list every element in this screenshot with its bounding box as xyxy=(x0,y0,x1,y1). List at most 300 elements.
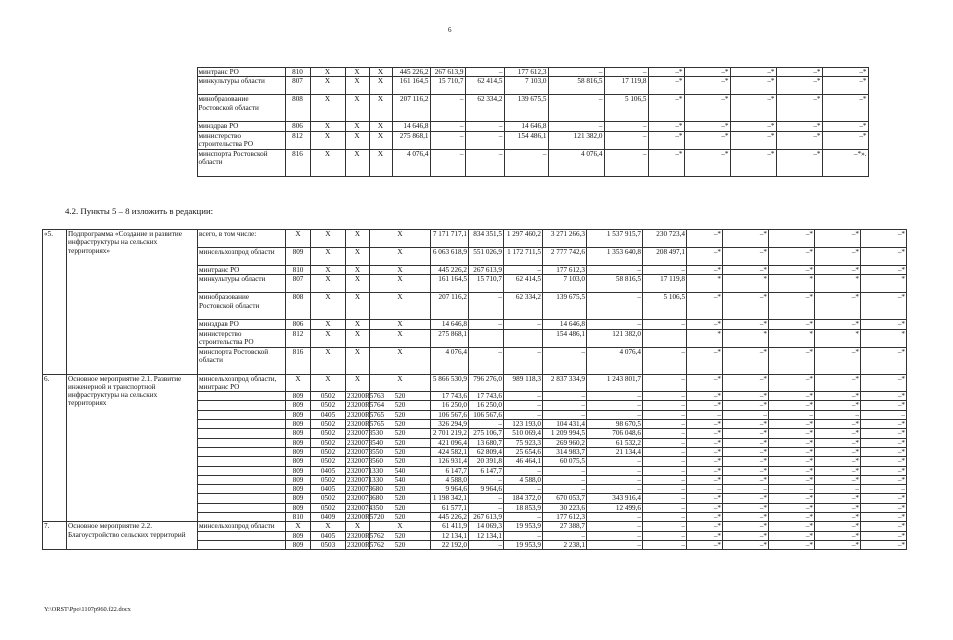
value-cell: 2320073560 xyxy=(347,457,383,466)
executor-cell xyxy=(198,540,286,549)
value-cell: 4 588,0 xyxy=(504,475,543,484)
empty-cell xyxy=(66,131,197,149)
value-cell: –* xyxy=(687,466,723,475)
value-cell: X xyxy=(311,275,346,293)
value-cell: 0502 xyxy=(311,401,346,410)
value-cell: – xyxy=(543,401,587,410)
executor-cell xyxy=(198,410,286,419)
value-cell: –* xyxy=(815,447,861,456)
value-cell: X xyxy=(370,329,431,347)
executor-cell xyxy=(198,494,286,503)
value-cell: X xyxy=(370,266,431,275)
value-cell: –* xyxy=(687,447,723,456)
executor-cell: минобразование Ростовской области xyxy=(198,293,286,320)
value-cell: 5 106,5 xyxy=(604,95,648,122)
value-cell: X xyxy=(369,131,392,149)
value-cell: – xyxy=(543,475,587,484)
program-name-cell: Основное мероприятие 2.1. Развитие инженерной и транспортной инфраструктуры на сельских территориях xyxy=(67,374,198,522)
value-cell: * xyxy=(861,275,907,293)
value-cell: X xyxy=(346,374,370,392)
value-cell: X xyxy=(311,266,346,275)
value-cell: 6 147,7 xyxy=(469,466,504,475)
value-cell: –* xyxy=(769,494,815,503)
value-cell: – xyxy=(469,293,504,320)
value-cell: – xyxy=(587,475,643,484)
value-cell: – xyxy=(643,513,687,522)
value-cell: X xyxy=(346,230,370,248)
value-cell: – xyxy=(643,540,687,549)
value-cell: –* xyxy=(723,347,769,374)
value-cell: – xyxy=(430,149,465,176)
value-cell: – xyxy=(643,503,687,512)
value-cell: X xyxy=(311,329,346,347)
value-cell: 2 777 742,6 xyxy=(543,248,587,266)
value-cell: – xyxy=(469,320,504,329)
value-cell: X xyxy=(369,68,392,77)
value-cell: –* xyxy=(861,347,907,374)
value-cell: 3 271 266,3 xyxy=(543,230,587,248)
value-cell: –* xyxy=(687,320,723,329)
value-cell: 9 964,6 xyxy=(431,485,469,494)
value-cell: X xyxy=(346,248,370,266)
value-cell: * xyxy=(687,329,723,347)
empty-cell xyxy=(66,77,197,95)
empty-cell xyxy=(42,68,66,77)
value-cell: –* xyxy=(815,457,861,466)
value-cell: – xyxy=(469,475,504,484)
value-cell: 177 612,3 xyxy=(504,68,548,77)
value-cell: 809 xyxy=(286,540,311,549)
value-cell: 809 xyxy=(286,438,311,447)
top-table-row xyxy=(42,131,914,149)
value-cell: X xyxy=(311,374,346,392)
value-cell: 4 076,4 xyxy=(431,347,469,374)
value-cell: –* xyxy=(815,429,861,438)
value-cell: –* xyxy=(861,420,907,429)
value-cell: 62 809,4 xyxy=(469,447,504,456)
value-cell: 17 743,6 xyxy=(469,392,504,401)
value-cell: –* xyxy=(815,466,861,475)
value-cell: –* xyxy=(723,266,769,275)
value-cell: –* xyxy=(769,466,815,475)
value-cell: 58 816,5 xyxy=(587,275,643,293)
value-cell: 62 414,5 xyxy=(504,275,543,293)
value-cell: – xyxy=(548,95,604,122)
value-cell: 520 xyxy=(370,503,431,512)
value-cell: – xyxy=(643,466,687,475)
value-cell: 23200R5720 xyxy=(347,513,385,522)
value-cell xyxy=(469,329,504,347)
value-cell: 2320073680 xyxy=(347,485,383,494)
value-cell: 208 497,1 xyxy=(643,248,687,266)
value-cell: –* xyxy=(776,77,822,95)
value-cell: 314 983,7 xyxy=(543,447,587,456)
value-cell: 126 931,4 xyxy=(431,457,469,466)
value-cell: 27 388,7 xyxy=(543,522,587,531)
value-cell: 7 103,0 xyxy=(504,77,548,95)
value-cell: 23200R5763 xyxy=(347,392,385,401)
value-cell: 520 xyxy=(370,429,431,438)
value-cell: X xyxy=(369,95,392,122)
value-cell: –* xyxy=(769,522,815,531)
empty-cell xyxy=(42,77,66,95)
value-cell: –* xyxy=(861,531,907,540)
value-cell: –* xyxy=(648,68,684,77)
value-cell: 520 xyxy=(370,485,431,494)
value-cell: X xyxy=(345,77,369,95)
value-cell: – xyxy=(504,513,543,522)
value-cell: 2320073540 xyxy=(347,438,383,447)
value-cell: – xyxy=(643,374,687,392)
value-cell: 520 xyxy=(370,438,431,447)
value-cell: –* xyxy=(687,540,723,549)
value-cell: – xyxy=(643,522,687,531)
value-cell: –* xyxy=(723,531,769,540)
value-cell: –* xyxy=(687,392,723,401)
value-cell: –* xyxy=(723,447,769,456)
value-cell: 0503 xyxy=(311,540,346,549)
item-number-cell: «5. xyxy=(43,230,67,375)
value-cell: –* xyxy=(687,503,723,512)
value-cell: –* xyxy=(687,438,723,447)
value-cell: –* xyxy=(815,503,861,512)
value-cell: X xyxy=(370,293,431,320)
value-cell: –* xyxy=(684,68,730,77)
value-cell: 810 xyxy=(286,513,311,522)
empty-cell xyxy=(42,95,66,122)
value-cell: – xyxy=(543,392,587,401)
value-cell: 12 134,1 xyxy=(431,531,469,540)
value-cell: 2320073530 xyxy=(347,429,383,438)
value-cell: 806 xyxy=(286,320,311,329)
executor-cell: министерство строительства РО xyxy=(197,131,285,149)
value-cell: 809 xyxy=(286,410,311,419)
value-cell: –* xyxy=(861,401,907,410)
value-cell: 551 026,9 xyxy=(469,248,504,266)
value-cell: – xyxy=(504,466,543,475)
executor-cell: минтранс РО xyxy=(198,266,286,275)
value-cell: 30 223,6 xyxy=(543,503,587,512)
value-cell: 520 xyxy=(370,392,431,401)
value-cell: 421 096,4 xyxy=(431,438,469,447)
executor-cell: минсельхозпрод области, минтранс РО xyxy=(198,374,286,392)
value-cell: –* xyxy=(861,503,907,512)
value-cell: –* xyxy=(815,320,861,329)
value-cell: 812 xyxy=(285,131,310,149)
value-cell: 61 532,2 xyxy=(587,438,643,447)
executor-cell xyxy=(198,513,286,522)
value-cell: – xyxy=(587,392,643,401)
value-cell: –* xyxy=(822,68,868,77)
value-cell: –* xyxy=(687,475,723,484)
value-cell: 17 119,8 xyxy=(604,77,648,95)
value-cell: 834 351,5 xyxy=(469,230,504,248)
value-cell: 5 866 530,9 xyxy=(431,374,469,392)
value-cell: –* xyxy=(723,438,769,447)
executor-cell xyxy=(198,392,286,401)
value-cell: –* xyxy=(723,230,769,248)
value-cell: –* xyxy=(769,320,815,329)
value-cell: –* xyxy=(687,420,723,429)
value-cell: –* xyxy=(769,266,815,275)
empty-cell xyxy=(42,149,66,176)
value-cell: – xyxy=(687,410,723,419)
executor-cell: всего, в том числе: xyxy=(198,230,286,248)
value-cell: * xyxy=(769,275,815,293)
value-cell: 0405 xyxy=(311,466,346,475)
value-cell: – xyxy=(643,410,687,419)
value-cell: X xyxy=(311,230,346,248)
value-cell: 989 118,3 xyxy=(504,374,543,392)
executor-cell xyxy=(198,420,286,429)
value-cell: –* xyxy=(815,392,861,401)
value-cell: – xyxy=(469,420,504,429)
value-cell: X xyxy=(311,248,346,266)
value-cell: X xyxy=(370,248,431,266)
value-cell: 816 xyxy=(286,347,311,374)
value-cell: 12 499,6 xyxy=(587,503,643,512)
value-cell: –* xyxy=(822,122,868,131)
value-cell: 61 411,9 xyxy=(431,522,469,531)
value-cell: 0502 xyxy=(311,420,346,429)
value-cell: 207 116,2 xyxy=(392,95,430,122)
value-cell: 809 xyxy=(286,401,311,410)
value-cell: 445 226,2 xyxy=(431,266,469,275)
value-cell: –* xyxy=(687,531,723,540)
value-cell: 520 xyxy=(370,401,431,410)
value-cell: 806 xyxy=(285,122,310,131)
value-cell: 106 567,6 xyxy=(431,410,469,419)
value-cell: – xyxy=(465,122,504,131)
value-cell: – xyxy=(465,149,504,176)
value-cell: –* xyxy=(769,293,815,320)
value-cell: 13 680,7 xyxy=(469,438,504,447)
empty-cell xyxy=(66,122,197,131)
value-cell: X xyxy=(346,293,370,320)
value-cell: X xyxy=(370,522,431,531)
program-name-cell: Подпрограмма «Создание и развитие инфраструктуры на сельских территориях» xyxy=(67,230,198,375)
value-cell: 816 xyxy=(285,149,310,176)
value-cell: – xyxy=(548,122,604,131)
value-cell: – xyxy=(543,347,587,374)
value-cell: 18 853,9 xyxy=(504,503,543,512)
value-cell: –* xyxy=(684,149,730,176)
section-heading: 4.2. Пункты 5 – 8 изложить в редакции: xyxy=(65,206,214,216)
value-cell: –* xyxy=(861,266,907,275)
value-cell: 520 xyxy=(370,410,431,419)
value-cell: 520 xyxy=(370,420,431,429)
value-cell: – xyxy=(643,320,687,329)
value-cell: 810 xyxy=(285,68,310,77)
value-cell: 809 xyxy=(286,248,311,266)
value-cell: 809 xyxy=(286,457,311,466)
value-cell xyxy=(643,329,687,347)
value-cell: – xyxy=(587,401,643,410)
value-cell: – xyxy=(723,485,769,494)
value-cell: –* xyxy=(723,374,769,392)
value-cell: 809 xyxy=(286,485,311,494)
value-cell: 809 xyxy=(286,531,311,540)
value-cell: X xyxy=(310,77,345,95)
file-path-footer: Y:\ORST\Ppo\1107p960.f22.docx xyxy=(44,606,131,613)
value-cell: 520 xyxy=(370,457,431,466)
value-cell: 809 xyxy=(286,503,311,512)
value-cell: – xyxy=(504,392,543,401)
executor-cell xyxy=(198,475,286,484)
value-cell: – xyxy=(587,531,643,540)
value-cell: – xyxy=(465,131,504,149)
value-cell: 123 193,0 xyxy=(504,420,543,429)
value-cell: 424 582,1 xyxy=(431,447,469,456)
value-cell: 161 164,5 xyxy=(392,77,430,95)
value-cell: 17 743,6 xyxy=(431,392,469,401)
value-cell: – xyxy=(604,131,648,149)
value-cell: – xyxy=(430,131,465,149)
value-cell: 23200R5764 xyxy=(347,401,385,410)
value-cell: 2320074350 xyxy=(347,503,383,512)
value-cell: –* xyxy=(684,122,730,131)
value-cell: –* xyxy=(822,131,868,149)
value-cell: 2320071330 xyxy=(347,466,383,475)
page-number: 6 xyxy=(448,26,452,34)
value-cell: X xyxy=(311,320,346,329)
value-cell: 4 076,4 xyxy=(392,149,430,176)
value-cell: – xyxy=(465,68,504,77)
value-cell: 810 xyxy=(286,266,311,275)
value-cell: –* xyxy=(861,494,907,503)
value-cell: –* xyxy=(769,513,815,522)
value-cell: –* xyxy=(723,420,769,429)
empty-cell xyxy=(42,122,66,131)
value-cell: – xyxy=(430,122,465,131)
value-cell: –* xyxy=(687,401,723,410)
value-cell: – xyxy=(469,540,504,549)
value-cell: –* xyxy=(769,447,815,456)
value-cell: 7 103,0 xyxy=(543,275,587,293)
value-cell: –* xyxy=(723,503,769,512)
value-cell: –* xyxy=(861,522,907,531)
value-cell: – xyxy=(643,494,687,503)
value-cell: 0502 xyxy=(311,494,346,503)
executor-cell xyxy=(198,401,286,410)
value-cell: 184 372,0 xyxy=(504,494,543,503)
value-cell: –* xyxy=(730,68,776,77)
value-cell: –* xyxy=(769,230,815,248)
value-cell: X xyxy=(370,230,431,248)
value-cell: –* xyxy=(776,149,822,176)
value-cell: 20 391,8 xyxy=(469,457,504,466)
value-cell: –* xyxy=(723,513,769,522)
value-cell: –* xyxy=(723,466,769,475)
top-table-row xyxy=(42,95,914,122)
executor-cell xyxy=(198,466,286,475)
value-cell: –* xyxy=(730,122,776,131)
value-cell: X xyxy=(346,320,370,329)
top-table xyxy=(42,67,914,177)
value-cell: –* xyxy=(769,420,815,429)
value-cell: – xyxy=(815,410,861,419)
value-cell: 12 134,1 xyxy=(469,531,504,540)
value-cell: – xyxy=(587,410,643,419)
value-cell: –* xyxy=(648,122,684,131)
value-cell: –* xyxy=(815,540,861,549)
value-cell: 520 xyxy=(370,447,431,456)
value-cell: –* xyxy=(769,531,815,540)
value-cell: 807 xyxy=(285,77,310,95)
value-cell: 2 238,1 xyxy=(543,540,587,549)
value-cell: – xyxy=(643,429,687,438)
value-cell: 19 953,9 xyxy=(504,540,543,549)
value-cell: 23200R5762 xyxy=(347,531,385,540)
value-cell: –* xyxy=(769,429,815,438)
value-cell: –* xyxy=(815,513,861,522)
value-cell: –* xyxy=(723,494,769,503)
value-cell: X xyxy=(286,522,311,531)
value-cell: –* xyxy=(861,457,907,466)
value-cell: 207 116,2 xyxy=(431,293,469,320)
value-cell: – xyxy=(504,266,543,275)
value-cell: –* xyxy=(723,522,769,531)
value-cell: –* xyxy=(861,248,907,266)
value-cell: – xyxy=(504,347,543,374)
value-cell: 23200R5765 xyxy=(347,420,385,429)
value-cell: –* xyxy=(687,230,723,248)
value-cell: 2 837 334,9 xyxy=(543,374,587,392)
value-cell: –* xyxy=(687,347,723,374)
executor-cell: минобразование Ростовской области xyxy=(197,95,285,122)
value-cell: X xyxy=(345,122,369,131)
value-cell: –* xyxy=(684,77,730,95)
value-cell: 796 276,0 xyxy=(469,374,504,392)
main-table xyxy=(42,229,953,550)
value-cell: – xyxy=(504,410,543,419)
value-cell: –* xyxy=(861,466,907,475)
value-cell: 139 675,5 xyxy=(543,293,587,320)
value-cell: 1 297 460,2 xyxy=(504,230,543,248)
value-cell: – xyxy=(587,485,643,494)
value-cell: –* xyxy=(687,494,723,503)
executor-cell: минсельхозпрод области xyxy=(198,248,286,266)
value-cell: X xyxy=(370,275,431,293)
value-cell: 139 675,5 xyxy=(504,95,548,122)
value-cell: – xyxy=(430,95,465,122)
value-cell: –* xyxy=(684,131,730,149)
value-cell: – xyxy=(543,485,587,494)
value-cell: 104 431,4 xyxy=(543,420,587,429)
value-cell: –* xyxy=(648,149,684,176)
value-cell: X xyxy=(286,230,311,248)
value-cell: – xyxy=(643,475,687,484)
value-cell: –* xyxy=(815,475,861,484)
top-table-row xyxy=(42,68,914,77)
program-name-cell: Основное мероприятие 2.2. Благоустройство сельских территорий xyxy=(67,522,198,550)
value-cell: 0502 xyxy=(311,392,346,401)
value-cell: – xyxy=(815,485,861,494)
top-table-row xyxy=(42,122,914,131)
value-cell: 0502 xyxy=(311,447,346,456)
value-cell: 62 334,2 xyxy=(504,293,543,320)
value-cell: X xyxy=(310,131,345,149)
empty-cell xyxy=(66,68,197,77)
value-cell: 275 868,1 xyxy=(431,329,469,347)
executor-cell xyxy=(198,457,286,466)
value-cell: X xyxy=(369,149,392,176)
executor-cell: минкультуры области xyxy=(198,275,286,293)
value-cell: 60 075,5 xyxy=(543,457,587,466)
top-table-row xyxy=(42,77,914,95)
value-cell: –* xyxy=(822,77,868,95)
value-cell: – xyxy=(587,540,643,549)
